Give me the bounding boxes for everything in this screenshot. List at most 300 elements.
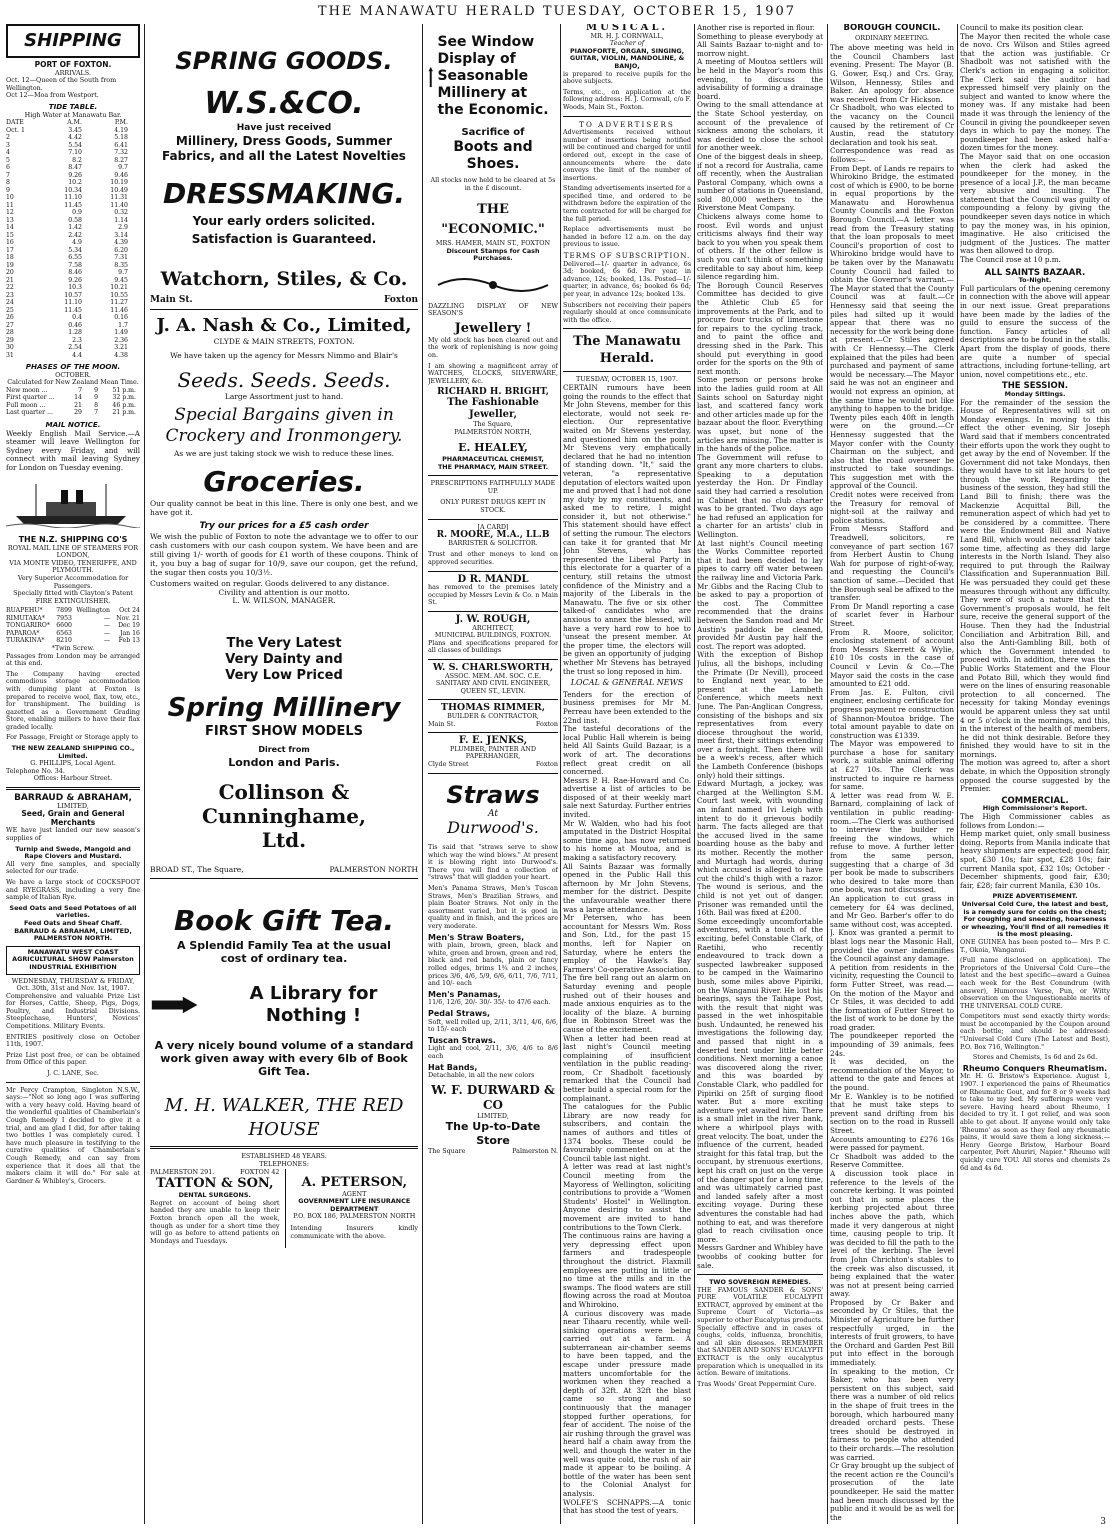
chemist: PHARMACEUTICAL CHEMIST,: [442, 455, 544, 464]
tide-row: [6, 157, 140, 165]
tea-text: A Splendid Family Tea at the usual cost of ordinary tea.: [177, 939, 391, 966]
steamer-row-cell: Jan 16: [120, 629, 140, 637]
tide-row-cell: 7.32: [114, 149, 128, 157]
charlsworth-name: W. S. CHARLSWORTH,: [432, 661, 554, 673]
column-shipping: [6, 24, 140, 1524]
moon-row-cell: 21 p.m.: [112, 409, 136, 417]
rheumo-text: Mr. H. G. Bristow's Experience. August 1, 1907. I experienced the pains of Rheumatics or Rheumatic Gout, and for 8 or 9 weeks had to take to my bed. My sufferings were very severe. Having heard about Rheumo, I decided to try it. I got relief, and was soon able to get about. If anyone would only take 'Rheumo' as soon as they feel any rheumatic pains, it would save them a long sickness.—Henry George Bristow, Harbour Board carpenter, Port Ahuriri, Napier." Rheumo will quickly cure YOU. All stores and chemists 2s 6d and 4s 6d.: [960, 1072, 1110, 1172]
moon-row-cell: Full moon ...: [6, 401, 46, 409]
session-text: For the remainder of the session the House of Representatives will sit on Monday evenings. In moving to this effect the other evening, Sir Joseph Ward said that if members concentrated their efforts upon the work they ought to get away by the end of November. If the Government did not take Mondays, then they would have to sit late hours to get through the work. Regarding the business of the session, they had still the Land Bill to finish; there was the Mackenzie Acquittal Bill, the remuneration aspect of which had yet to be considered by a committee. There were the Endowment Bill and Native Land Bill, which would necessarily take some time, affecting as they did large interests in the North Island. They also required to put through the Railway Classification and Superannuation Bill. He was persuaded they could get these measures through without any difficulty. They were of such a nature that the Government's proposals would, he felt sure, receive the general support of the House. Then they had the Industrial Conciliation and Arbitration Bill, and also the Anti-Gambling Bill, both of which the Government intended to proceed with. In addition, there was the Public Works Statement and the Flour and Potato Bill, which they would find were on the lines of ensuring reasonable protection to all concerned. The necessity for taking Monday evenings would be apparent unless they sat until 4 or 5 o'clock in the mornings, and this, in the interest of the health of members, he did not think desirable. Before they finished they would have to sit in the mornings. The motion was agreed to, after a short debate, in which the Opposition strongly opposed the course suggested by the Premier.: [960, 397, 1110, 794]
tide-row-cell: 7.10: [68, 149, 82, 157]
tide-row-cell: 4.19: [114, 126, 128, 134]
collinson-address: BROAD ST., The Square, PALMERSTON NORTH: [150, 864, 418, 874]
steamer-row-cell: 7899: [56, 607, 72, 615]
steamer-row-cell: Wellington: [76, 607, 110, 615]
dental-surgeons: DENTAL SURGEONS.: [178, 1191, 251, 1200]
tide-row: [6, 134, 140, 142]
prize-heading: PRIZE ADVERTISEMENT.: [992, 892, 1078, 901]
show-secretary: J. C. LANE, Sec.: [47, 1069, 99, 1078]
jenks-address: Clyde Street Foxton: [428, 759, 558, 768]
tide-row-cell: 10.34: [64, 186, 82, 194]
nash-agency: We have taken up the agency for Messrs Nimmo and Blair's: [170, 351, 398, 361]
mens-straws-text: Men's Panama Straws, Men's Tuscan Straws, Men's Brazilian Straws, and plain Boater Straws. Not only in the assortment varied, but it is good in quality and in finish, and the prices are very moderate.: [428, 884, 558, 931]
tide-row-cell: 2.9: [118, 224, 128, 232]
tide-row-cell: 24: [6, 299, 14, 307]
tide-row-cell: 11.10: [64, 194, 82, 202]
nz-agent: THE NEW ZEALAND SHIPPING CO., Limited.: [11, 744, 135, 760]
special-bargains: Special Bargains given in Crockery and Ironmongery.: [165, 405, 403, 447]
tide-row: [6, 269, 140, 277]
tuscan-heading: Tuscan Straws.: [428, 1035, 496, 1045]
tide-row-cell: 10.19: [110, 179, 128, 187]
tide-row-cell: 2.54: [68, 344, 82, 352]
boaters-text: with plain, brown, green, black and white, green and brown, green and red, black and red bands, plain or fancy rolled edges, brims 1¾ and 2 inches, prices 3/6, 4/6, 5/9, 6/6, 6/11, 7/6, 7/11, and 10/- each: [428, 941, 558, 988]
nz-shipping-sub: ROYAL MAIL LINE OF STEAMERS FOR LONDON,: [7, 543, 139, 560]
window-display-text: See Window Display of Seasonable Millinery at the Economic.: [437, 34, 549, 118]
moon-note: Calculated for New Zealand Mean Time.: [7, 378, 139, 387]
tide-row-cell: 9.26: [68, 171, 82, 179]
tide-row-cell: 0.46: [68, 321, 82, 329]
show-entries: ENTRIES positively close on October 11th, 1907.: [6, 1032, 140, 1049]
direct-from: Direct from: [258, 744, 310, 754]
peppermint-cure: Tras Woods' Great Peppermint Cure.: [697, 1379, 817, 1388]
telephones-heading: TELEPHONES:: [259, 1159, 309, 1168]
tide-row-cell: 28: [6, 329, 14, 337]
column-rule: [422, 24, 423, 1524]
boots-shoes: Boots and Shoes.: [453, 139, 533, 172]
masthead: THE MANAWATU HERALD TUESDAY, OCTOBER 15, 1907: [317, 4, 797, 19]
hamer-address: MRS. HAMER, MAIN ST., FOXTON: [435, 239, 551, 248]
tide-row-cell: 2.36: [114, 336, 128, 344]
moore-name: R. MOORE, M.A., LL.B: [436, 530, 550, 541]
architect: ARCHITECT,: [472, 623, 514, 632]
replace-text: Replace advertisements must be handed in before 12 a.m. on the day previous to issue.: [563, 225, 691, 249]
standing-text: Standing advertisements inserted for a specified time, and ordered to be withdrawn before the expiration of the term contracted for will be charged for the full period.: [563, 184, 691, 223]
mandl-name: D R. MANDL: [457, 573, 529, 585]
tide-row-cell: 4.39: [114, 239, 128, 247]
tide-row-cell: 8.27: [114, 156, 128, 164]
queen-st: QUEEN ST., LEVIN.: [460, 686, 526, 695]
subscription-heading: TERMS OF SUBSCRIPTION.: [563, 251, 691, 261]
moon-row: [6, 402, 140, 410]
library-text: A very nicely bound volume of a standard work given away with every 6lb of Book Gift Tea.: [154, 1039, 414, 1079]
column-rule: [144, 24, 145, 1524]
moon-row-cell: 29: [74, 409, 82, 417]
nash-address: CLYDE & MAIN STREETS, FOXTON.: [213, 336, 355, 346]
tide-row-cell: 10.57: [64, 291, 82, 299]
offices: Offices: Harbour Street.: [33, 774, 113, 783]
moon-month: OCTOBER.: [55, 370, 91, 379]
barraud-sub: Seed, Grain and General Merchants: [21, 809, 125, 827]
mail-heading: MAIL NOTICE.: [45, 419, 101, 429]
trust-moneys: Trust and other moneys to lend on approved securities.: [428, 550, 558, 567]
moon-row: [6, 394, 140, 402]
bright-name: RICHARD H. BRIGHT,: [437, 387, 549, 398]
terms-text: Terms, etc., on application at the following address: H. J. Cornwall, c/o F. Woods, Main St., Foxton.: [563, 87, 691, 111]
tide-row-cell: 15: [6, 231, 14, 239]
dental-peterson-row: [150, 1169, 418, 1249]
tide-row: [6, 344, 140, 352]
tide-row-cell: 9.7: [118, 164, 128, 172]
purest-drugs: ONLY PUREST DRUGS KEPT IN STOCK.: [440, 498, 546, 515]
tide-row-cell: 1.14: [114, 216, 128, 224]
steamer-row-cell: —: [103, 622, 110, 630]
tide-row-cell: 11.27: [110, 299, 128, 307]
instruments: PIANOFORTE, ORGAN, SINGING, GUITAR, VIOLIN, MANDOLINE, & BANJO,: [569, 46, 685, 70]
tide-row-cell: 7.31: [114, 254, 128, 262]
column-rule: [694, 24, 695, 1524]
steamer-row-cell: 6563: [56, 629, 72, 637]
tide-row-cell: 29: [6, 336, 14, 344]
tide-row-cell: 1.49: [114, 329, 128, 337]
millinery-text: Millinery, Dress Goods, Summer Fabrics, and all the Latest Novelties: [162, 134, 406, 163]
remedies-text: THE FAMOUS SANDER & SONS' PURE VOLATILE EUCALYPTI EXTRACT, approved by eminent at the Supreme Court of Victoria—as superior to other Eucalyptus products. Specially effective and in cases of coughs, colds, influenza, bronchitis, and all skin diseases. REMEMBER that SANDER AND SONS' EUCALYPTI EXTRACT is the only eucalyptus preparation which is unequalled in its action. Beware of imitations.: [697, 1285, 823, 1378]
bazaar-text: Full particulars of the opening ceremony in connection with the above will appear in our next issue. Great preparations have been made by the ladies of the guild to ensure the success of the function. Fancy articles of all descriptions are to be found in the stalls. Apart from the display of goods, there are quite a number of special attractions, including fortune-telling, art union, novel competitions etc., etc.: [960, 283, 1110, 379]
council-report-continued: Council to make its position clear. The Mayor then recited the whole case de novo. Crs Wilson and Stiles agreed that the action was justifiable. Cr Shadbolt was not satisfied with the Clerk's action in engaging a solicitor. The Clerk said the auditor had expressed himself very plainly on the subject and wanted to know where the money was. If any mistake had been made it was through the leniency of the Council in giving the poundkeeper seven days in which to pay the money. The poundkeeper had been asked half-a-dozen times for the money. The Mayor said that on one occasion when the clerk had asked the poundkeeper for the money, in the presence of a local J.P., the man became very abusive and insulting. The statement that the Council was guilty of compounding a felony by giving the poundkeeper seven days notice in which to pay the money was, in his opinion, imaginative. He also criticised the judgment of the Justices. The matter was then allowed to drop. The Council rose at 10 p.m.: [960, 24, 1110, 265]
tide-header-row: DATE A.M. P.M.: [6, 119, 128, 127]
tide-row-cell: 2.42: [68, 231, 82, 239]
steamer-row: [6, 615, 140, 623]
ornament-icon: [428, 273, 558, 297]
library-heading: A Library for Nothing !: [249, 983, 378, 1027]
tide-row-cell: 30: [6, 344, 14, 352]
tide-row: [6, 284, 140, 292]
straws-heading: Straws: [446, 780, 540, 809]
steamer-row-cell: 6600: [56, 622, 72, 630]
nash-name: J. A. Nash & Co., Limited,: [156, 314, 412, 336]
spring-goods-heading: SPRING GOODS.: [175, 47, 393, 75]
tide-row-cell: 1.7: [118, 321, 128, 329]
moon-row: [6, 387, 140, 395]
council-report: The above meeting was held in the Council Chambers last evening. Present: The Mayor (B. G. Gower, Esq.) and Crs. Gray, Wilson, Hennessy, Stiles and Baker. An apology for absence was received from Cr Hickson. Cr Shadbolt, who was elected to the vacancy on the Council caused by the retirement of Cr Austin, read the statutory declaration and took his seat. Correspondence was read as follows:— From Dept. of Lands re repairs to Whirokino Bridge, the estimated cost of which is £900, to be borne in equal proportions by the Manawatu and Horowhenua County Councils and the Foxton Borough Council.—A letter was read from the Treasury stating that the loan proposals to meet Council's proportion of cost to Whirokino bridge would have to be taken over by the Manawatu County Council had failed to obtain the Governor's warrant.—The Mayor stated that the County Council was at fault.—Cr Hennessy said that seeing the piles had silted up it would appear that there was no necessity for the work being done at present.—Cr Stiles agreed with Cr Hennessy.—The Clerk explained that the piles had been purchased and payment of same would be necessary.—The Mayor said he was not an engineer and would not express an opinion, at the same time he would not like anything to happen to the bridge. Twenty piles each 40ft in length were on the ground.—Cr Hennessy suggested that the Mayor confer with the County Chairman on the subject, and also that the road overseer be instructed to take soundings. This suggestion met with the approval of the Council. Credit notes were received from the Treasury for removal of night-soil at the railway and police stations. From Messrs Stafford and Treadwell, solicitors, re conveyance of part section 167 from Herbert Austin to Chung Wah for purpose of right-of-way, and requesting the Council's sanction of same.—Decided that the Borough seal be affixed to the transfer. From Dr Mandl reporting a case of scarlet fever in Harbour Street. From R. Moore, solicitor, enclosing statement of account from Messrs Skerrett & Wylie, £10 10s costs in the case of Council v Levin & Co.—The Mayor said the costs in the case amounted to £21 odd. From Jas. E. Fulton, civil engineer, enclosing certificate for progress payment re construction of Shannon-Moutoa bridge. The total amount payable to date on construction was £1339. The Mayor was empowered to purchase a hose for sanitary work, a suitable animal offering at £27 10s. The Clerk was instructed to inquire re harness for same. A letter was read from W. E. Barnard, complaining of lack of ventilation in public reading-room.—The Clerk was authorised to interview the builder re freeing the windows, which refuse to move. A further letter from the same person, suggesting that a charge of 3d per book be made to subscribers who desired to take more than one book, was not discussed. An application to cut grass in cemetery for £4 was declined, and Mr Geo. Barber's offer to do same without cost, was accepted. J. Knox was granted a permit to blast logs near the Masonic Hall, provided the owner indemnifies the Council against any damage. A petition from residents in the vicinity, requesting the Council to form Futter Street, was read.—On the motion of the Mayor and Cr Stiles, it was decided to add the formation of Futter Street to the list of work to be done by the road grader. The poundkeeper reported the impounding of 39 animals, fees 24s. It was decided, on the recommendation of the Mayor, to attend to the gate and fences at the pound. Mr E. Wankley is to be notified that he must take steps to prevent sand drifting from his section on to the road in Russell Street. Accounts amounting to £276 16s were passed for payment. Cr Shadbolt was added to the Reserve Committee. A discussion took place in reference to the levels of the concrete kerbing. It was pointed out that in some places the kerbing projected about three inches above the path, which made it very dangerous at night time, causing people to trip. It was decided to fill the path to the level of the kerbing. The level from John Chrichton's stables to the creek was also discussed, it being explained that the water was not at present being carried away. Proposed by Cr Baker and seconded by Cr Stiles, that the Minister of Agriculture be further respectfully urged, in the interests of fruit growers, to have the Orchard and Garden Pest Bill put into effect in the borough immediately. In speaking to the motion, Cr Baker, who has been very persistent on this subject, said there was a number of old relics in the shape of fruit trees in the borough, which harboured many dreaded orchard pests. These trees should be destroyed in fairness to people who attended to their orchards.—The resolution was carried. Cr Gray brought up the subject of the recent action re the Council's prosecution of the late poundkeeper. He said the matter had been much discussed by the public and it would be as well for the: [830, 43, 954, 1522]
tide-row-cell: 8: [6, 179, 10, 187]
show-box: MANAWATU WEST COAST AGRICULTURAL SHOW Palmerston INDUSTRIAL EXHIBITION: [6, 946, 140, 975]
fashionable-jeweller: The Fashionable Jeweller,: [447, 396, 539, 420]
peterson-ad: [285, 1169, 418, 1249]
moon-table: [6, 387, 140, 417]
tide-row-cell: 0.32: [114, 209, 128, 217]
column-trade-cards: [428, 24, 558, 1524]
moon-row-cell: 46 p.m.: [112, 401, 136, 409]
tide-row-cell: 3.45: [68, 126, 82, 134]
economic-window-ad: [428, 34, 558, 120]
moon-row-cell: New moon ...: [6, 386, 48, 394]
prescriptions: PRESCRIPTIONS FAITHFULLY MADE UP.: [430, 479, 556, 495]
mail-text: Weekly English Mail Service.—A steamer will leave Wellington for Sydney every Friday, and will connect with mail leaving Sydney for London on Tuesday evening.: [6, 428, 140, 472]
moon-row-cell: 9: [94, 394, 98, 402]
latest-heading: The Very Latest: [226, 635, 342, 651]
steamer-row-cell: RUAPEHU*: [6, 607, 43, 615]
civility-text: Civility and attention is our motto.: [218, 587, 350, 597]
builder: BUILDER & CONTRACTOR,: [447, 711, 539, 720]
tide-row-cell: 6.55: [68, 254, 82, 262]
ws-co-heading: W.S.&CO.: [204, 86, 364, 121]
twin-screw-note: *Twin Screw.: [51, 643, 95, 652]
watchorn-address: Main St. Foxton: [150, 295, 418, 305]
tide-row-cell: 0.16: [114, 314, 128, 322]
government-life: GOVERNMENT LIFE INSURANCE DEPARTMENT: [298, 1197, 411, 1213]
sacrifice-text: Sacrifice of: [461, 127, 525, 138]
bazaar-heading: ALL SAINTS BAZAAR.: [984, 267, 1086, 278]
tide-row: [6, 172, 140, 180]
tide-row-cell: 16: [6, 239, 14, 247]
moon-row: [6, 409, 140, 417]
tide-row: [6, 142, 140, 150]
full-name-text: (Full name disclosed on application). The Proprietors of the Universal Cold Cure—the latest and the best specific—award a Guinea each week for the Best Conundrum (with answer), Humorous Verse, Pun, or Witty observation on the Unquestionable merits of THE UNIVERSAL COLD CURE.: [960, 956, 1110, 1010]
shipping-logo: SHIPPING: [6, 24, 140, 58]
tide-row-cell: Oct. 1: [6, 126, 25, 134]
tatton-text: Regret on account of being short handed they are unable to keep their Foxton branch open all the week, though as under for a short time they will go as before to attend patients on Mondays and Tuesdays.: [150, 1198, 280, 1245]
tide-row-cell: 5.34: [68, 246, 82, 254]
walker-heading: M. H. WALKER, THE RED HOUSE: [164, 1095, 404, 1141]
tide-row-cell: 11: [6, 201, 14, 209]
stocks-cleared: All stocks now held to be cleared at 5s in the £ discount.: [430, 176, 556, 192]
tide-row-cell: 11.46: [110, 306, 128, 314]
groceries-quality: Our quality cannot be beat in this line. There is only one best, and we have got it.: [150, 498, 418, 517]
tide-row: [6, 247, 140, 255]
guinea-text: ONE GUINEA has been posted to— Mrs P. C. T., Okoia, Wanganui.: [960, 937, 1110, 954]
musical-text: is prepared to receive pupils for the above subjects.: [563, 69, 691, 86]
tide-row: [6, 352, 140, 360]
remedies-heading: TWO SOVEREIGN REMEDIES.: [709, 1278, 811, 1287]
steamer-row-cell: Feb 13: [118, 637, 140, 645]
tatton-ad: [150, 1169, 279, 1249]
peterson-agent: AGENT: [342, 1189, 367, 1198]
jewellery-heading: Jewellery !: [454, 320, 532, 336]
local-news-text: Tenders for the erection of business premises for Mr M. Perreau have been extended to the 22nd inst. The tasteful decorations of the local Public Hall wherein is being held All Saints Guild Bazaar, is a work of art. The decorations reflect great credit on all concerned. Messrs P. H. Rae-Howard and Co. advertise a list of articles to be disposed of at their weekly mart sale next Saturday. Further entries invited. Mr W. Walden, who had his foot amputated in the District Hospital some time ago, has now returned to his home at Moutoa, and is making a satisfactory recovery. All Saints Bazaar was formally opened in the Public Hall this afternoon by Mr John Stevens, member for the district. Despite the unfavourable weather there was a large attendance. Mr Petersen, who has been accountant for Messrs Wm. Ross and Son, Ltd., for the past 15 months, left for Napier on Saturday, where he enters the employ of the Hawke's Bay Farmers' Co-operative Association. The fire bell rang out an alarm on Saturday evening and people rushed out of their houses and made anxious enquiries as to the locality of the blaze. A burning flue in Robinson Street was the cause of the excitement. When a letter had been read at last night's Council meeting complaining of insufficient ventilation in the public reading-room, Cr Shadbolt facetiously remarked that the Council had better build a special room for the complainant. The catalogues for the Public Library are now ready for subscribers, and contain the names of authors and titles of 1374 books. These could be favourably commented on at the Council table last night. A letter was read at last night's Council meeting from the Mayoress of Wellington, soliciting contributions to provide a "Women Students' Hostel" in Wellington. Anyone desiring to assist the movement are invited to hand contributions to the Town Clerk. The continuous rains are having a very depressing effect upon farmers and tradespeople throughout the district. Flaxmill employees are putting in little or no time at the mills and in the swamps. The flood waters are still flowing across the road at Moutoa and Whirokino. A curious discovery was made near Tihaaru recently, while well-sinking operations were being carried out at a farm. A subterranean air-chamber seems to have been tapped, and the escape under pressure made matters uncomfortable for the workmen when they reached a depth of 32ft. At 32ft the blast came so strong and so continuously that the manager stopped further operations, for fear of accident. The noise of the air rushing through the gravel was heard half a chain away from the well, and though the water in the well was quite cold, the rush of air made it appear to be boiling. A bottle of the water has been sent to the Colonial Analyst for analysis. WOLFE'S SCHNAPPS.—A tonic that has stood the test of years.: [563, 689, 691, 1516]
healey-name: E. HEALEY,: [458, 441, 528, 455]
tide-row-cell: 20: [6, 269, 14, 277]
barraud-text: WE have just landed our new season's supplies of: [6, 826, 140, 842]
prize-verse: Universal Cold Cure, the latest and best, is a remedy sure for colds on the chest; For coughing and sneezing, hoarseness or wheezing, You'll find of all remedies it is the most pleasing.: [961, 899, 1109, 939]
moon-row-cell: 7: [94, 409, 98, 417]
plumber: PLUMBER, PAINTER AND PAPERHANGER,: [450, 744, 536, 761]
dressmaking-heading: DRESSMAKING.: [163, 177, 405, 210]
tide-row-cell: 11.31: [110, 194, 128, 202]
crampton-testimonial: Mr Percy Crampton, Singleton N.S.W., says:—"Not so long ago I was suffering with a very heavy cold. Having heard of the wonderful qualities of Chamberlain's Cough Remedy I decided to give it a trial, and am glad I did, for after taking two bottles I was completely cured. I have much pleasure in testifying to the curative qualities of Chamberlain's Cough Remedy, and can say from experience that it does all that the makers claim it will do." For sale at Gardner & Whibley's, Grocers.: [6, 1085, 140, 1185]
tide-row-cell: 9.7: [118, 269, 128, 277]
tide-row-cell: 12: [6, 209, 14, 217]
passages-text: Passages from London may be arranged at this end.: [6, 651, 140, 668]
tide-row: [6, 262, 140, 270]
company-text: The Company having erected commodious storage accommodation with dumping plant at Foxton is prepared to receive wool, flax, tow, etc., for transhipment. The building is gazetted as a Government Grading Store, enabling millers to have their flax graded locally.: [6, 669, 140, 731]
tide-row-cell: 9.26: [68, 276, 82, 284]
economic-name: THE "ECONOMIC.": [441, 202, 545, 238]
tide-row-cell: 8.46: [68, 269, 82, 277]
local-news-heading: LOCAL & GENERAL NEWS: [570, 678, 684, 688]
musical-heading: MUSICAL.: [586, 24, 668, 33]
tide-row-cell: 1.28: [68, 329, 82, 337]
steamer-row: [6, 622, 140, 630]
steamer-row-cell: Dec 19: [118, 622, 140, 630]
show-prize-list: Prize List post free, or can be obtained from Office of this paper.: [6, 1050, 140, 1067]
stock-text: As we are just taking stock we wish to reduce these lines.: [173, 449, 395, 459]
tide-row: [6, 187, 140, 195]
jewellery-text: I am showing a magnificent array of WATCHES, CLOCKS, SILVERWARE, JEWELLERY, &c.: [428, 361, 558, 385]
pointing-hand-icon: [428, 34, 433, 120]
tide-row-cell: 6.20: [114, 246, 128, 254]
durwoods: Durwood's.: [447, 818, 539, 838]
ordinary-meeting: ORDINARY MEETING.: [855, 33, 929, 42]
tide-row: [6, 292, 140, 300]
straws-text: Tis said that "straws serve to show which way the wind blows." At present it is blowing right into Durwood's. There you will find a collection of "straws" that will gladden your heart.: [428, 843, 558, 882]
steamer-row: [6, 607, 140, 615]
seeds-heading: Seeds. Seeds. Seeds.: [177, 367, 391, 392]
port-heading: PORT OF FOXTON.: [34, 60, 112, 69]
tide-row-cell: 18: [6, 254, 14, 262]
steamship-illustration: [6, 482, 140, 528]
show-text: Comprehensive and valuable Prize List for Horses, Cattle, Sheep, Pigs, Dogs, Poultry, and Industrial Divisions. Steeplechase, Hunters', Novices' Competitions. Military Events.: [6, 991, 140, 1031]
municipal: MUNICIPAL BUILDINGS, FOXTON.: [434, 631, 552, 640]
steamer-row-cell: RIMUTAKA*: [6, 614, 45, 622]
arrival-line: Oct. 12—Queen of the South from Wellington.: [6, 76, 117, 92]
durward-name: W. F. DURWARD & CO: [431, 1082, 555, 1112]
advertisers-heading: TO ADVERTISERS: [579, 119, 675, 129]
nz-text: Very Superior Accommodation for Passengers.: [17, 574, 129, 590]
barraud-text: Seed Oats and Seed Potatoes of all varieties.: [9, 903, 137, 920]
jewellery-text: My old stock has been cleared out and the work of replenishing is now going on.: [428, 335, 558, 359]
advertisers-text: Advertisements received without number of insertions being notified will be continued and charged for until ordered out, except in the case of announcements where the date conveys the limit of the number of insertions.: [563, 128, 691, 182]
cornwall-name: MR. H. J. CORNWALL,: [590, 31, 664, 40]
tide-row-cell: 17: [6, 246, 14, 254]
tide-row-cell: 1.42: [68, 224, 82, 232]
local-agent: G. PHILLIPS, Local Agent.: [30, 759, 116, 768]
satisfaction-text: Satisfaction is Guaranteed.: [191, 232, 377, 246]
moon-heading: PHASES OF THE MOON.: [25, 362, 121, 372]
bazaar-tonight: To-Night.: [1018, 276, 1052, 285]
uptodate-store: The Up-to-Date Store: [445, 1120, 541, 1148]
tide-row: [6, 224, 140, 232]
tide-row-cell: 7: [6, 171, 10, 179]
collinson-name: Collinson & Cunninghame, Ltd.: [201, 779, 366, 852]
tide-row-cell: 19: [6, 261, 14, 269]
engineer: SANITARY AND CIVIL ENGINEER,: [435, 679, 551, 688]
tide-row-cell: 9.45: [114, 276, 128, 284]
tide-row: [6, 239, 140, 247]
teacher-of: Teacher of: [609, 39, 645, 48]
watchorn-name: Watchorn, Stiles, & Co.: [160, 268, 408, 290]
page-number: 3: [1100, 1517, 1106, 1527]
first-show-models: FIRST SHOW MODELS: [205, 723, 363, 739]
hat-bands-text: Detachable, in all the new colors: [428, 1071, 535, 1080]
column-advertisements: [150, 24, 418, 1524]
rimmer-name: THOMAS RIMMER,: [440, 702, 546, 714]
steamer-row-cell: PAPAROA*: [6, 629, 40, 637]
column-borough-council: [830, 24, 954, 1524]
tide-row-cell: 2.3: [72, 336, 82, 344]
steamer-row-cell: —: [103, 614, 110, 622]
tide-row: [6, 322, 140, 330]
steamer-row-cell: Nov. 21: [116, 614, 140, 622]
leader-article: CERTAIN rumours have been going the rounds to the effect that Mr John Stevens, member for this electorate, would not seek re-election. Our representative waited on Mr Stevens yesterday, and questioned him on the point. Mr Stevens very emphatically declared that he had no intention of standing down. "It," said the veteran, "a representative deputation of electors waited upon me and proved that I had not done my duty by my constituents, and asked me to retire, I might consider it, but not otherwise." This statement should have effect of setting the rumour. The electors can take it for granted that Mr John Stevens, who has represented the Liberal Party in this electorate for a quarter of a century, still retains the utmost confidence of the Ministry and a majority of the Liberals in the Manawatu. The five or six other talked-of candidates who are anxious to annex the blessed, will have a very hard row to hoe to 'unseat the present member. At the proper time, the electors will be given an opportunity of judging whether Mr Stevens has betrayed the trust so long reposed in him.: [563, 382, 691, 676]
barraud-limited: LIMITED,: [57, 801, 89, 810]
tide-row-cell: 11.45: [64, 201, 82, 209]
tide-row-cell: 21: [6, 276, 14, 284]
tide-row-cell: 8.2: [72, 156, 82, 164]
tide-row-cell: 4.4: [72, 351, 82, 359]
london-paris: London and Paris.: [228, 755, 340, 769]
tide-row: [6, 277, 140, 285]
steamer-row-cell: —: [103, 629, 110, 637]
borough-heading: BOROUGH COUNCIL.: [843, 24, 941, 33]
delivery-text: Customers waited on regular. Goods delivered to any distance.: [150, 578, 390, 588]
tide-row-cell: 14: [6, 224, 14, 232]
tide-row: [6, 329, 140, 337]
tide-row: [6, 164, 140, 172]
tide-row: [6, 209, 140, 217]
moon-row-cell: 32 p.m.: [112, 394, 136, 402]
coupon-text: We wish the public of Foxton to note the advantage we to offer to our cash customers with our cash coupon system. We have been and are still giving 1/- worth of goods for £1 worth of these coupons. Think of it, you buy a bag of sugar for 10/9, save our coupon, get the refund, the sugar then costs you 10/3½.: [150, 531, 418, 577]
moon-row-cell: 14: [74, 394, 82, 402]
tide-row-cell: 11.45: [64, 306, 82, 314]
barraud-footer: BARRAUD & ABRAHAM, LIMITED, PALMERSTON NORTH.: [14, 926, 132, 943]
latest-sub: Very Dainty and Very Low Priced: [225, 651, 343, 683]
steamer-table: [6, 607, 140, 645]
tide-row-cell: 26: [6, 314, 14, 322]
rheumo-heading: Rheumo Conquers Rheumatism.: [962, 1063, 1108, 1073]
card-label: [A CARD]: [477, 522, 509, 531]
tide-subheading: High Water at Manawatu Bar.: [24, 110, 122, 119]
plans-text: Plans and specifications prepared for all classes of buildings: [428, 638, 558, 655]
tide-heading: TIDE TABLE.: [48, 101, 98, 111]
moon-row-cell: 7: [78, 386, 82, 394]
jenks-name: F. E. JENKS,: [458, 735, 528, 747]
barraud-text: We have a large stock of COCKSFOOT and RYEGRASS, including a very fine sample of Italian Rye.: [6, 877, 140, 902]
tide-row-cell: 11.10: [64, 299, 82, 307]
telephone-numbers: PALMERSTON 291. FOXTON 42: [150, 1167, 280, 1176]
rimmer-address: Main St. Foxton: [428, 719, 558, 728]
tide-row-cell: 3.14: [114, 231, 128, 239]
tide-row-cell: 5: [6, 156, 10, 164]
arrival-line: Oct 12—Moa from Westport.: [6, 91, 99, 100]
tide-row: [6, 232, 140, 240]
steamer-row-cell: TONGARIRO*: [6, 622, 50, 630]
tide-row-cell: 31: [6, 351, 14, 359]
panamas-heading: Men's Panamas,: [428, 989, 501, 999]
session-heading: THE SESSION.: [1001, 381, 1069, 392]
steamer-row-cell: —: [103, 637, 110, 645]
tide-row-cell: 9: [6, 186, 10, 194]
telephone: Telephone No. 34.: [6, 766, 65, 775]
tide-row-cell: 3: [6, 141, 10, 149]
mandl-text: has removed to the premises lately occupied by Messrs Levin & Co. n Main St.: [428, 583, 558, 607]
tide-row-cell: 25: [6, 306, 14, 314]
book-gift-tea-heading: Book Gift Tea.: [173, 904, 395, 938]
monday-sittings: Monday Sittings.: [1004, 389, 1066, 398]
column-rule: [957, 24, 958, 1524]
spring-millinery-heading: Spring Millinery: [167, 692, 401, 723]
tide-row: [6, 254, 140, 262]
peterson-po: P.O. BOX 186, PALMERSTON NORTH: [293, 1212, 416, 1221]
herald-date: TUESDAY, OCTOBER 15, 1907.: [576, 375, 678, 384]
tatton-name: TATTON & SON,: [155, 1176, 274, 1192]
tide-row: [6, 314, 140, 322]
tide-row: [6, 194, 140, 202]
moon-row-cell: 8: [94, 401, 98, 409]
peterson-text: Intending Insurers kindly communicate with the above.: [290, 1223, 418, 1240]
tide-row-cell: 5.18: [114, 134, 128, 142]
tide-row-cell: 10.55: [110, 291, 128, 299]
barrister: BARRISTER & SOLICITOR.: [448, 538, 538, 547]
groceries-heading: Groceries.: [203, 464, 365, 498]
moon-row-cell: 9: [94, 386, 98, 394]
tide-row-cell: 8.47: [68, 164, 82, 172]
tide-row-cell: 22: [6, 284, 14, 292]
panamas-text: 11/6, 12/6, 20/- 30/- 35/- to 47/6 each.: [428, 998, 551, 1007]
herald-nameplate: The Manawatu Herald.: [573, 334, 681, 367]
tide-row-cell: 5.54: [68, 141, 82, 149]
tide-row-cell: 4.42: [68, 134, 82, 142]
